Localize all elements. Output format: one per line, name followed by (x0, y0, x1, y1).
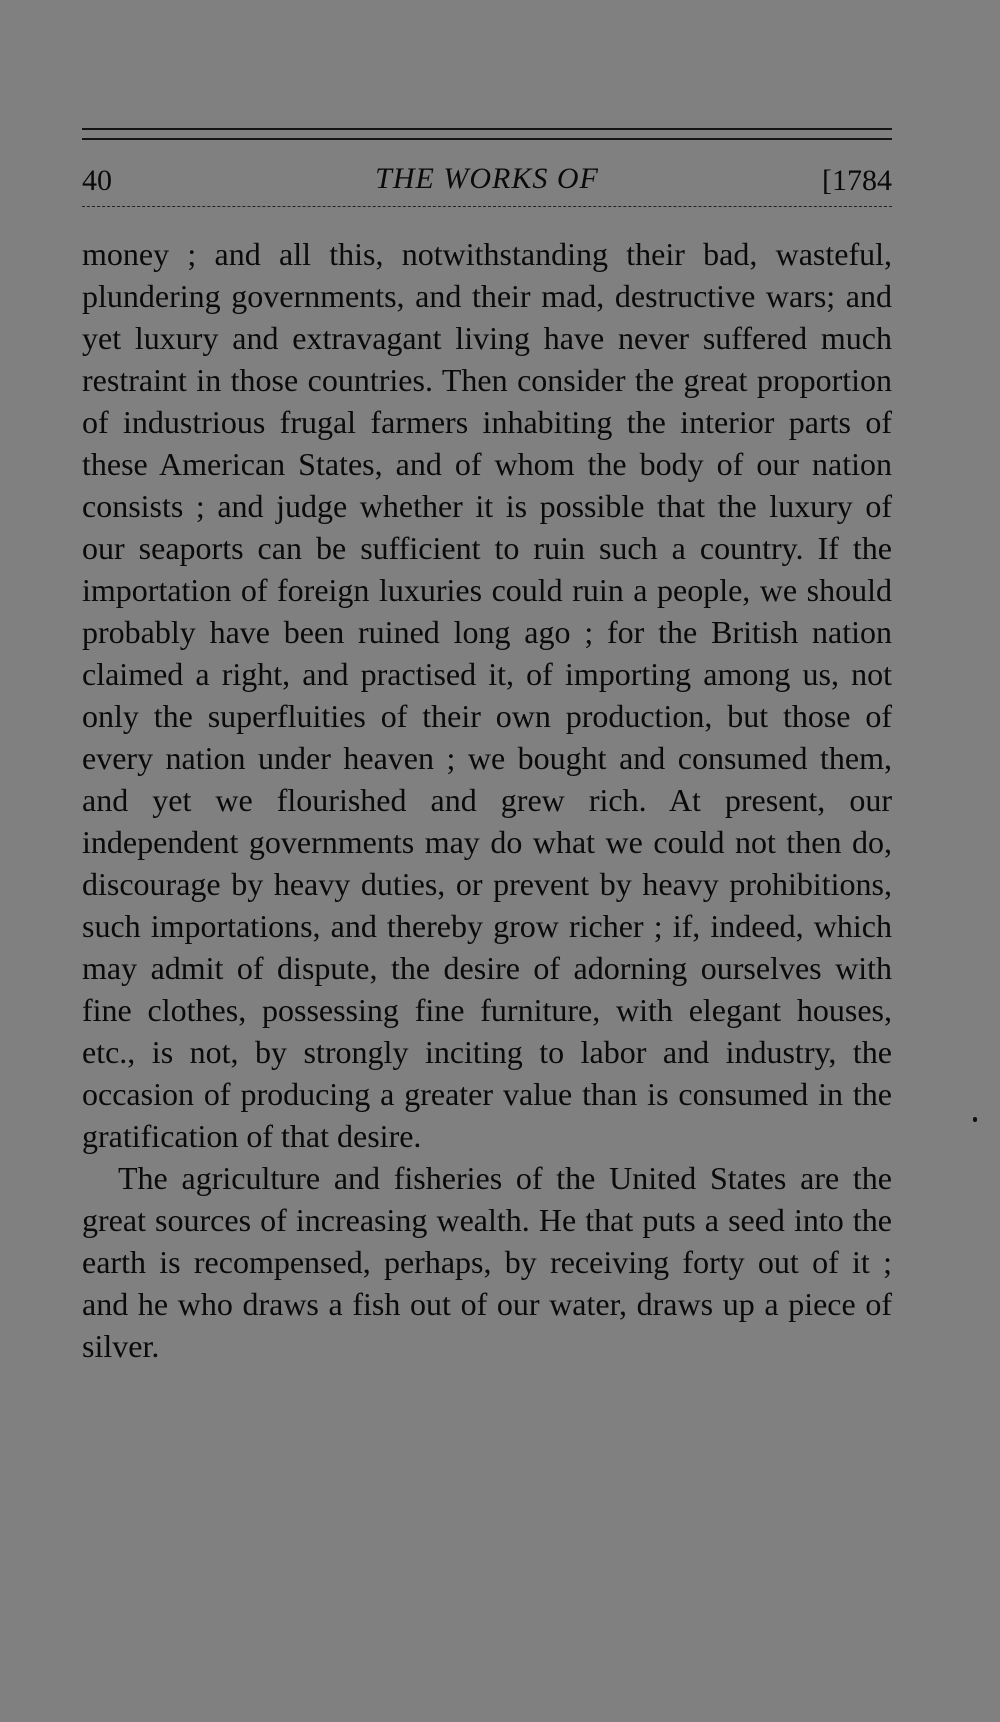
page-number: 40 (82, 164, 112, 197)
book-page (82, 128, 892, 1367)
paragraph: The agriculture and fisheries of the United States are the great sources of increasing wealth. He that puts a seed into the earth is recompensed, perhaps, by receiving forty out of it ; and he who draws a fish out of our water, draws up a piece of silver. (82, 1160, 892, 1364)
header-year: [1784 (822, 164, 892, 197)
header-rule-dashed (82, 206, 892, 207)
running-header (82, 152, 892, 206)
ink-speck (973, 1117, 977, 1122)
paragraph: money ; and all this, notwithstanding their bad, wasteful, plundering governments, and their mad, destructive wars; and yet luxury and extravagant living have never suffered much restraint in those countries. Then consider the great proportion of industrious frugal farmers inhabiting the interior parts of these American States, and of whom the body of our nation consists ; and judge whether it is possible that the luxury of our seaports can be sufficient to ruin such a country. If the importation of foreign luxuries could ruin a people, we should probably have been ruined long ago ; for the British nation claimed a right, and practised it, of importing among us, not only the superfluities of their own production, but those of every nation under heaven ; we bought and consumed them, and yet we flourished and grew rich. At present, our independent governments may do what we could not then do, discourage by heavy duties, or prevent by heavy prohibitions, such importations, and thereby grow richer ; if, indeed, which may admit of dispute, the desire of adorning ourselves with fine clothes, possessing fine furniture, with elegant houses, etc., is not, by strongly inciting to labor and industry, the occasion of producing a greater value than is consumed in the gratification of that desire. (82, 236, 892, 1154)
header-rule-second (82, 138, 892, 140)
header-rule-top (82, 128, 892, 130)
running-title: THE WORKS OF (375, 162, 599, 195)
body-text (82, 233, 892, 1367)
